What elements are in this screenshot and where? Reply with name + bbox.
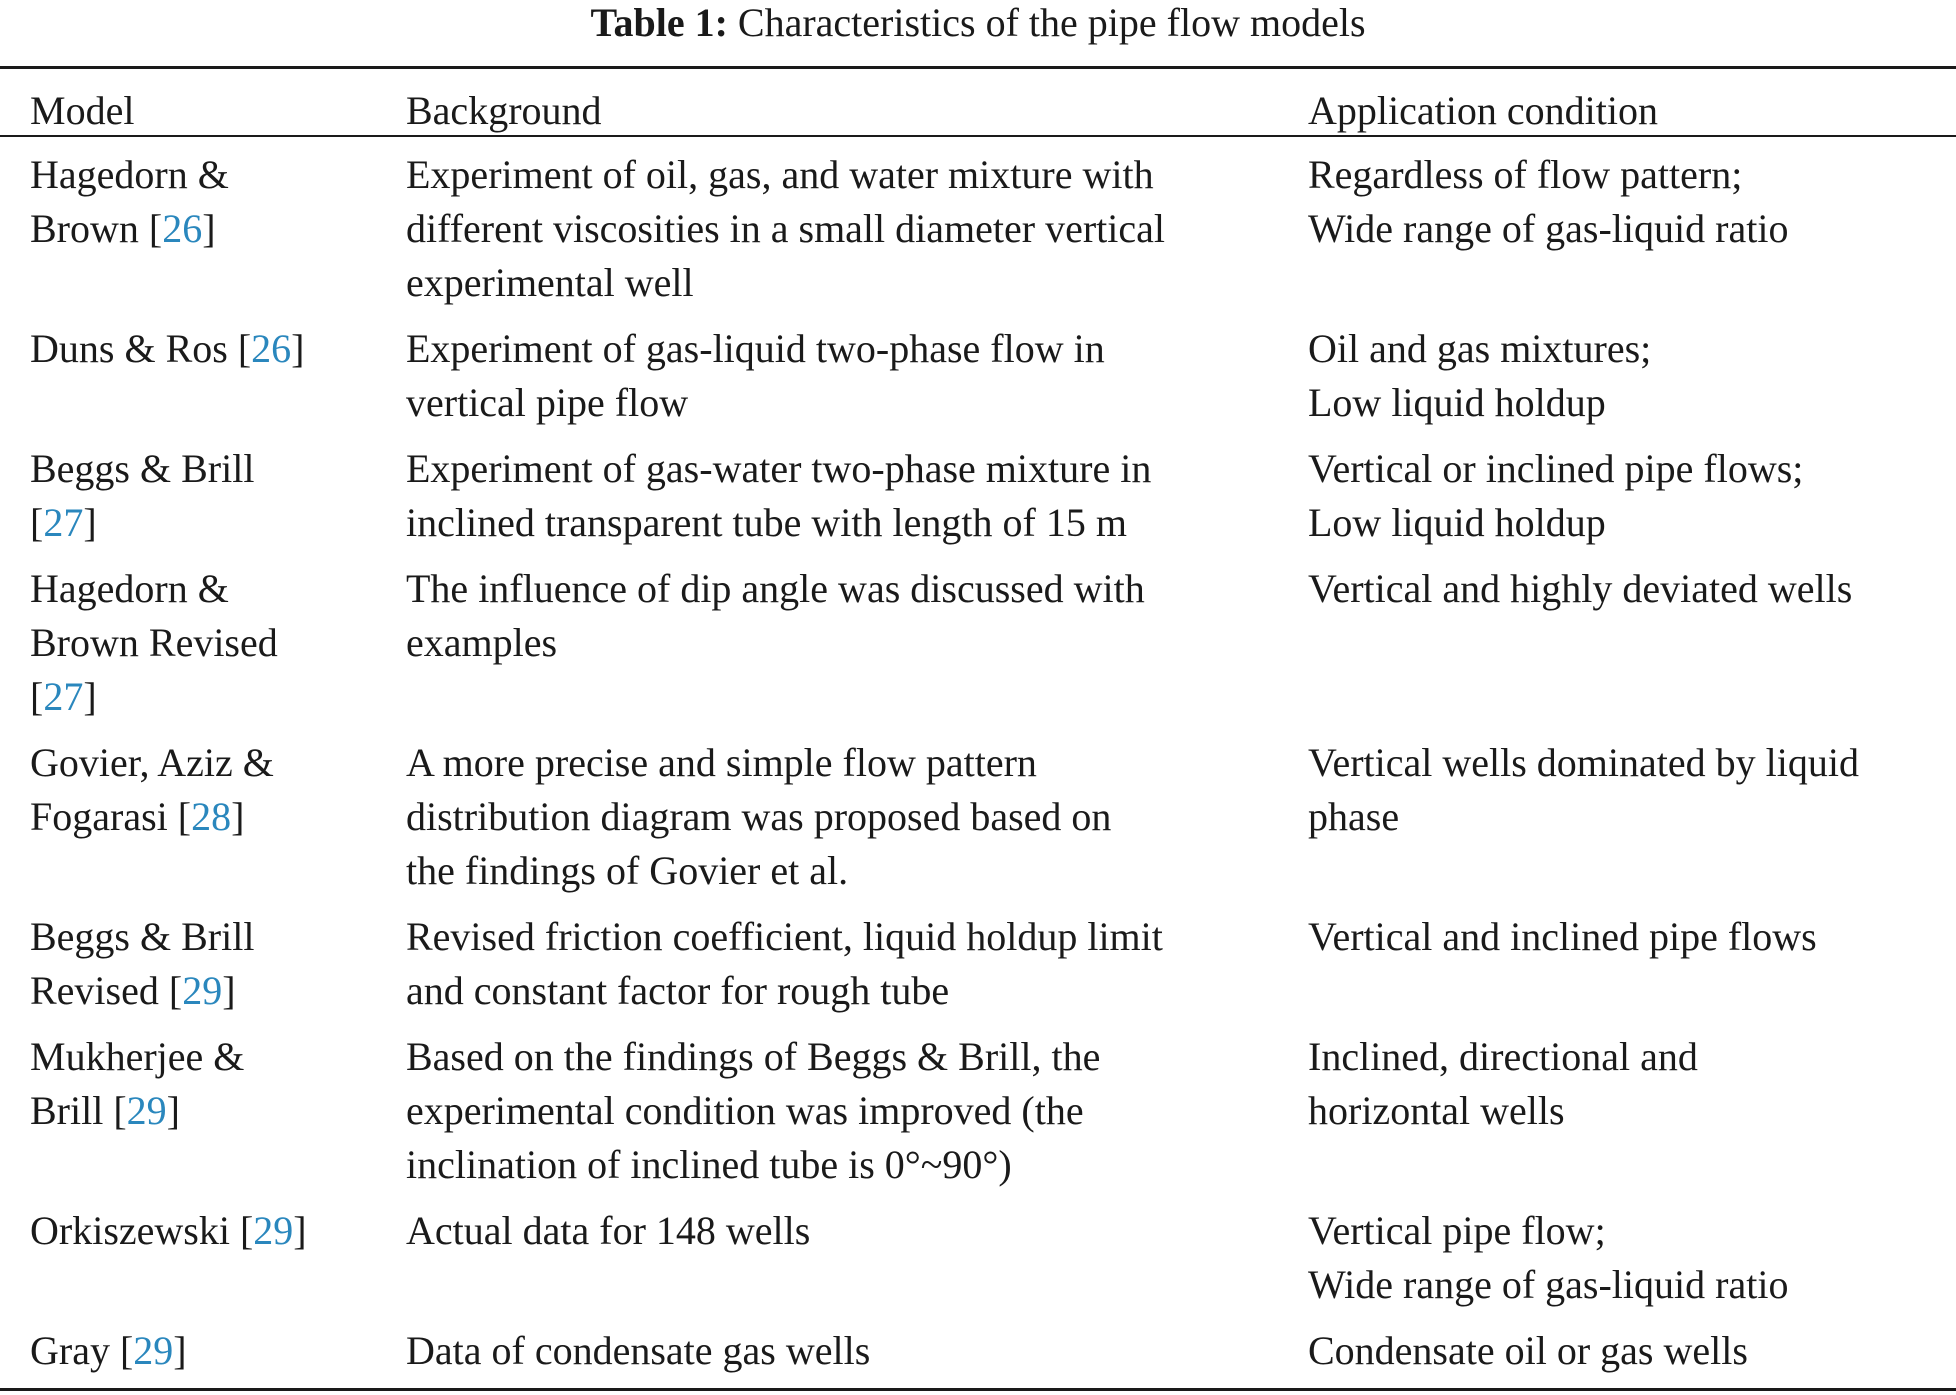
- model-name: Orkiszewski [: [30, 1208, 254, 1253]
- model-name: Duns & Ros [: [30, 326, 252, 371]
- model-cell: [0, 1030, 406, 1204]
- reference-bracket: ]: [173, 1328, 187, 1373]
- background-cell: Experiment of gas-water two-phase mixture in inclined transparent tube with length of 15 m: [406, 446, 1152, 545]
- background-cell: Experiment of gas-liquid two-phase flow in vertical pipe flow: [406, 326, 1105, 425]
- table-header-row: [0, 84, 1956, 138]
- application-condition-cell: Regardless of flow pattern; Wide range of gas-liquid ratio: [1308, 152, 1789, 251]
- reference-bracket: ]: [291, 326, 305, 371]
- reference-bracket: ]: [83, 500, 97, 545]
- table-row: [0, 736, 1956, 910]
- reference-bracket: ]: [166, 1088, 180, 1133]
- header-background: Background: [406, 88, 602, 133]
- model-cell: [0, 562, 406, 736]
- table-row: [0, 910, 1956, 1030]
- application-condition-cell: Condensate oil or gas wells: [1308, 1328, 1748, 1373]
- reference-link[interactable]: 29: [253, 1208, 294, 1253]
- reference-link[interactable]: 29: [182, 968, 223, 1013]
- model-cell: [0, 138, 406, 322]
- table-row: [0, 1324, 1956, 1390]
- reference-bracket: ]: [231, 794, 245, 839]
- model-cell: [0, 322, 406, 442]
- table-caption-label: Table 1:: [590, 0, 728, 45]
- background-cell: Data of condensate gas wells: [406, 1328, 871, 1373]
- background-cell: A more precise and simple flow pattern distribution diagram was proposed based on the findings of Govier et al.: [406, 740, 1112, 893]
- table-row: [0, 1204, 1956, 1324]
- top-rule: [0, 66, 1956, 69]
- header-application-condition: Application condition: [1308, 88, 1658, 133]
- pipe-flow-models-table: [0, 84, 1956, 1390]
- table-caption-text: Characteristics of the pipe flow models: [737, 0, 1366, 45]
- model-cell: [0, 1324, 406, 1390]
- header-model: Model: [30, 88, 135, 133]
- table-body: [0, 138, 1956, 1390]
- model-cell: [0, 442, 406, 562]
- reference-link[interactable]: 29: [133, 1328, 174, 1373]
- model-name: Hagedorn & Brown [: [30, 152, 229, 251]
- model-name: Govier, Aziz & Fogarasi [: [30, 740, 274, 839]
- table-row: [0, 138, 1956, 322]
- reference-link[interactable]: 26: [251, 326, 292, 371]
- application-condition-cell: Inclined, directional and horizontal wells: [1308, 1034, 1698, 1133]
- model-cell: [0, 1204, 406, 1324]
- application-condition-cell: Oil and gas mixtures; Low liquid holdup: [1308, 326, 1652, 425]
- reference-bracket: ]: [293, 1208, 307, 1253]
- model-cell: [0, 736, 406, 910]
- table-row: [0, 562, 1956, 736]
- reference-link[interactable]: 29: [126, 1088, 167, 1133]
- reference-bracket: ]: [202, 206, 216, 251]
- background-cell: Revised friction coefficient, liquid holdup limit and constant factor for rough tube: [406, 914, 1163, 1013]
- background-cell: Actual data for 148 wells: [406, 1208, 811, 1253]
- table-row: [0, 442, 1956, 562]
- model-name: Gray [: [30, 1328, 134, 1373]
- application-condition-cell: Vertical or inclined pipe flows; Low liquid holdup: [1308, 446, 1804, 545]
- reference-link[interactable]: 26: [162, 206, 203, 251]
- reference-link[interactable]: 27: [43, 674, 84, 719]
- application-condition-cell: Vertical pipe flow; Wide range of gas-liquid ratio: [1308, 1208, 1789, 1307]
- model-cell: [0, 910, 406, 1030]
- application-condition-cell: Vertical and highly deviated wells: [1308, 566, 1853, 611]
- table-row: [0, 1030, 1956, 1204]
- model-name: Hagedorn & Brown Revised [: [30, 566, 278, 719]
- reference-link[interactable]: 28: [191, 794, 232, 839]
- reference-bracket: ]: [222, 968, 236, 1013]
- model-name: Beggs & Brill [: [30, 446, 255, 545]
- model-name: Beggs & Brill Revised [: [30, 914, 255, 1013]
- reference-link[interactable]: 27: [43, 500, 84, 545]
- application-condition-cell: Vertical and inclined pipe flows: [1308, 914, 1817, 959]
- background-cell: Based on the findings of Beggs & Brill, the experimental condition was improved (the inclination of inclined tube is 0°~90°): [406, 1034, 1101, 1187]
- background-cell: The influence of dip angle was discussed with examples: [406, 566, 1145, 665]
- reference-bracket: ]: [83, 674, 97, 719]
- table-row: [0, 322, 1956, 442]
- application-condition-cell: Vertical wells dominated by liquid phase: [1308, 740, 1859, 839]
- table-caption: [0, 0, 1956, 46]
- background-cell: Experiment of oil, gas, and water mixture with different viscosities in a small diameter vertical experimental well: [406, 152, 1166, 305]
- model-name: Mukherjee & Brill [: [30, 1034, 245, 1133]
